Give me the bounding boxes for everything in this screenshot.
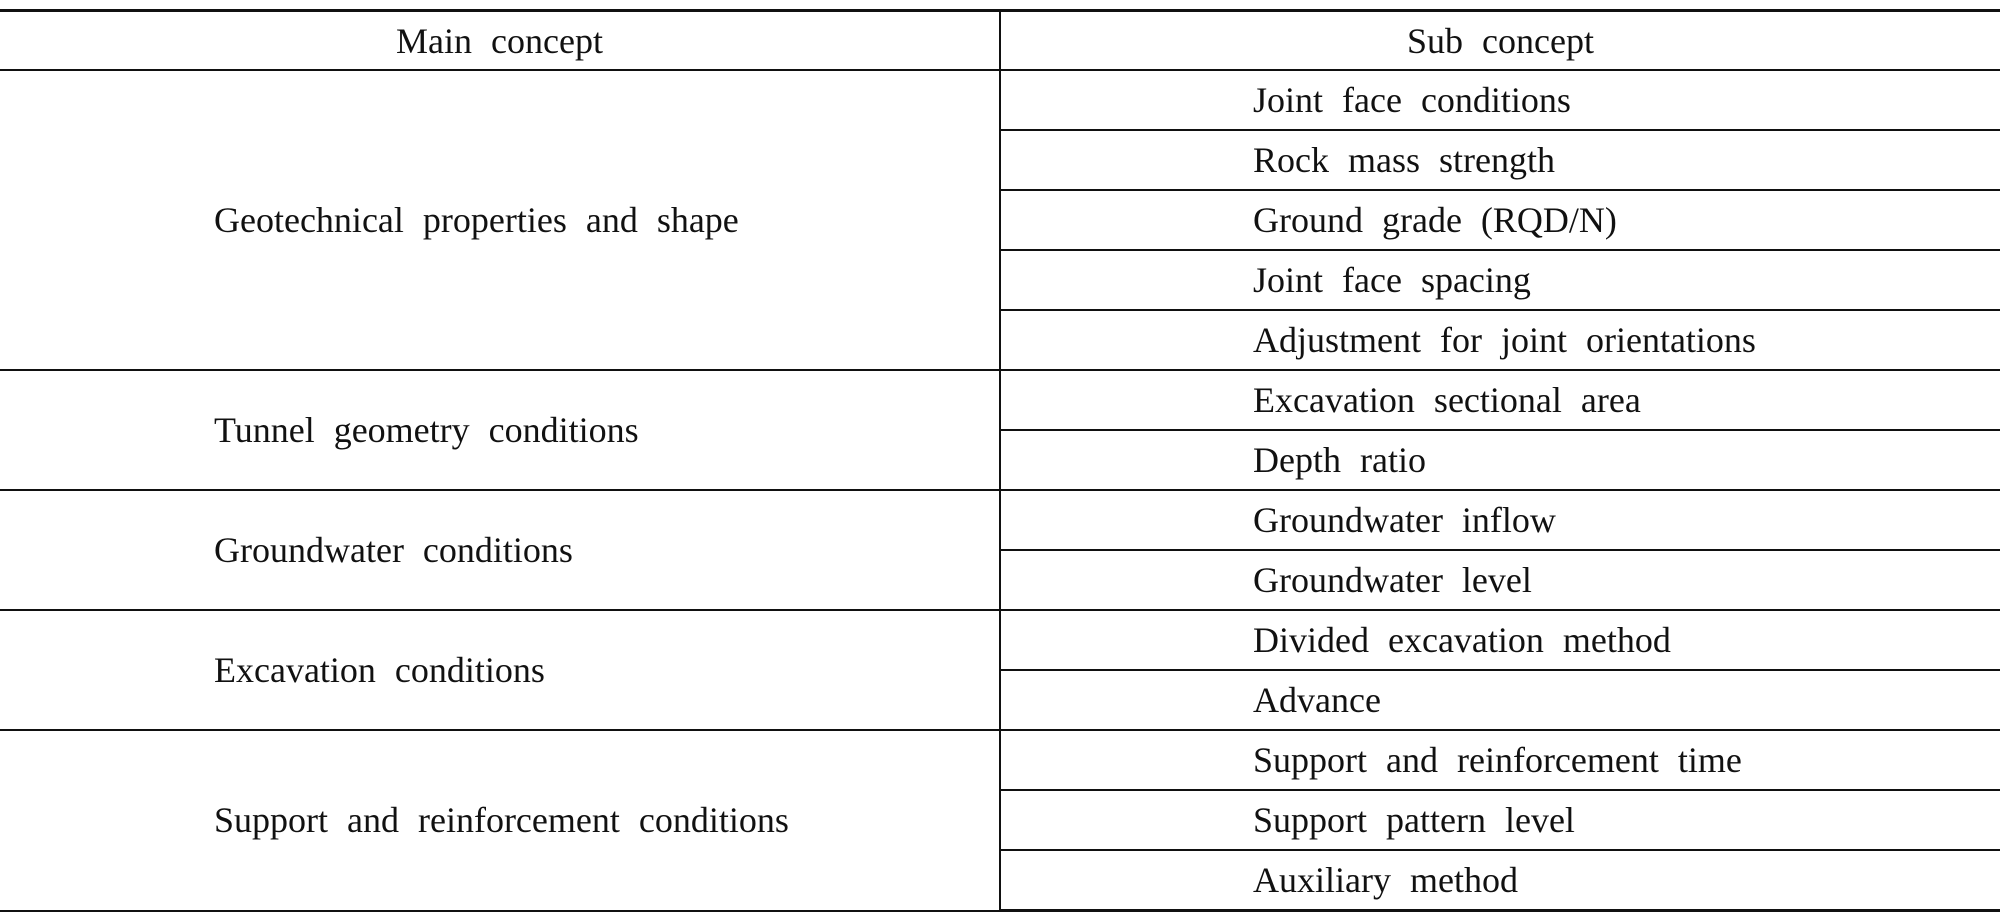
sub-concept-cell: Auxiliary method bbox=[1000, 850, 2000, 911]
main-concept-cell: Groundwater conditions bbox=[0, 490, 1000, 610]
main-concept-cell: Geotechnical properties and shape bbox=[0, 70, 1000, 370]
main-concept-cell: Support and reinforcement conditions bbox=[0, 730, 1000, 911]
table-body bbox=[0, 70, 2000, 911]
sub-concept-cell: Divided excavation method bbox=[1000, 610, 2000, 670]
concept-table-container bbox=[0, 9, 2000, 912]
table-row bbox=[0, 730, 2000, 790]
sub-concept-cell: Joint face spacing bbox=[1000, 250, 2000, 310]
main-concept-cell: Excavation conditions bbox=[0, 610, 1000, 730]
sub-concept-cell: Ground grade (RQD/N) bbox=[1000, 190, 2000, 250]
table-row bbox=[0, 610, 2000, 670]
sub-concept-cell: Support pattern level bbox=[1000, 790, 2000, 850]
main-concept-cell: Tunnel geometry conditions bbox=[0, 370, 1000, 490]
header-row bbox=[0, 11, 2000, 71]
concept-table bbox=[0, 9, 2000, 912]
sub-concept-cell: Advance bbox=[1000, 670, 2000, 730]
sub-concept-cell: Rock mass strength bbox=[1000, 130, 2000, 190]
sub-concept-header: Sub concept bbox=[1000, 11, 2000, 71]
sub-concept-cell: Joint face conditions bbox=[1000, 70, 2000, 130]
table-row bbox=[0, 490, 2000, 550]
sub-concept-cell: Groundwater level bbox=[1000, 550, 2000, 610]
sub-concept-cell: Depth ratio bbox=[1000, 430, 2000, 490]
sub-concept-cell: Excavation sectional area bbox=[1000, 370, 2000, 430]
table-header bbox=[0, 11, 2000, 71]
sub-concept-cell: Support and reinforcement time bbox=[1000, 730, 2000, 790]
table-row bbox=[0, 70, 2000, 130]
main-concept-header: Main concept bbox=[0, 11, 1000, 71]
sub-concept-cell: Adjustment for joint orientations bbox=[1000, 310, 2000, 370]
table-row bbox=[0, 370, 2000, 430]
sub-concept-cell: Groundwater inflow bbox=[1000, 490, 2000, 550]
